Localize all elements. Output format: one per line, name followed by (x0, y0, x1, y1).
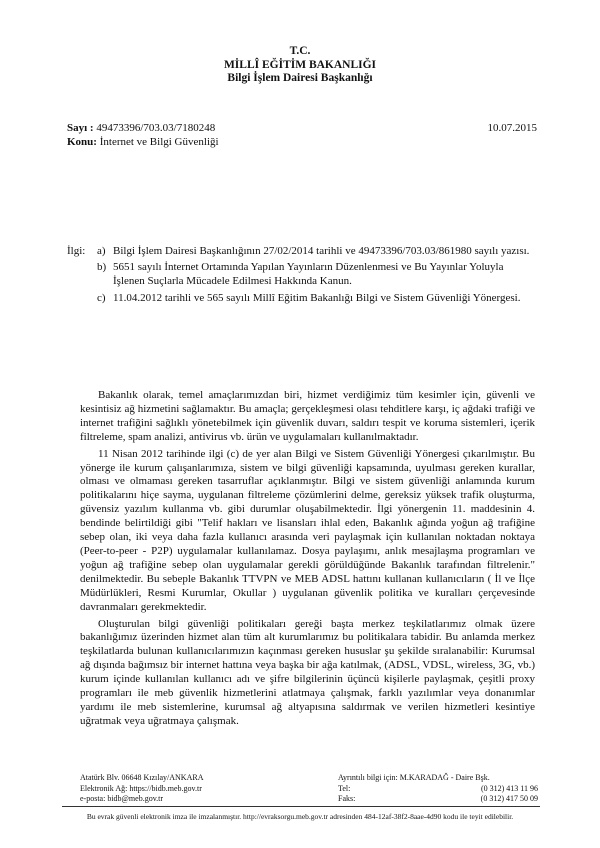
body-paragraph: Bakanlık olarak, temel amaçlarımızdan biri, hizmet verdiğimiz tüm kesimler için, güvenli ve kesintisiz ağ hizmetini sağlamaktır. Bu amaçla; gerçekleşmesi olası tehditlere karşı, iç ağdaki trafiği ve internet trafiğini sağlıklı yönetebilmek için güvenlik duvarı, saldırı tespit ve koruma sistemleri, içerik filtreleme, spam analizi, antivirus vb. ürün ve uygulamaları kullanılmaktadır. (80, 389, 535, 443)
letter-body (80, 389, 535, 729)
reference-item (97, 260, 537, 288)
body-paragraph: Oluşturulan bilgi güvenliği politikaları gereği başta merkez teşkilatlarımız olmak üzere bakanlığımız üzerinden hizmet alan tüm alt kurumlarımız bu politikalara tabidir. Bu anlamda merkez teşkilatlarda bulunan kullanıcılarımızın kaçınması gereken hususlar şu şekilde sıralanabilir: Kurumsal ağ dışında bağımsız bir internet hattına veya başka bir ağa katılmak, (ADSL, VDSL, wireless, 3G, vb.) kurum içinde kullanılan kullanıcı adı ve şifre bilgilerinin üçüncü kişilerle paylaşmak, çeşitli proxy programları ile meb güvenlik hizmetlerini atlatmaya çalışmak, farklı yazılımlar veya donanımlar yardımı ile meb sistemlerine, kurumsal ağ altyapısına saldırmak ve verilen hizmetleri kesintiye uğratmak veya uğratmaya çalışmak. (80, 617, 535, 727)
header-country: T.C. (289, 45, 311, 57)
reference-text: Bilgi İşlem Dairesi Başkanlığının 27/02/2014 tarihli ve 49473396/703.03/861980 sayılı yazısı. (113, 245, 530, 257)
e-signature-verification: Bu evrak güvenli elektronik imza ile imzalanmıştır. http://evraksorgu.meb.gov.tr adresinden 484-12af-38f2-8aae-4d90 kodu ile teyit edilebilir. (86, 812, 514, 821)
konu-value: İnternet ve Bilgi Güvenliği (96, 136, 219, 148)
footer-contact-person: Ayrıntılı bilgi için: M.KARADAĞ - Daire Bşk. (338, 773, 490, 782)
reference-number-row (67, 121, 537, 135)
sayi-value: 49473396/703.03/7180248 (93, 122, 216, 134)
reference-text: 11.04.2012 tarihli ve 565 sayılı Millî Eğitim Bakanlığı Bilgi ve Sistem Güvenliği Yönergesi. (113, 291, 521, 304)
reference-item (97, 244, 537, 258)
footer-email-link[interactable]: e-posta: bidb@meb.gov.tr (80, 794, 164, 803)
references-block (67, 244, 537, 305)
document-date: 10.07.2015 (487, 122, 537, 134)
reference-item (97, 291, 537, 305)
footer-web-link[interactable]: Elektronik Ağ: https://bidb.meb.gov.tr (80, 783, 202, 793)
header-ministry: MİLLÎ EĞİTİM BAKANLIĞI (223, 58, 377, 71)
footer-phone: Tel: (0 312) 413 11 96 (338, 783, 538, 793)
header-department: Bilgi İşlem Dairesi Başkanlığı (227, 72, 373, 84)
footer-address: Atatürk Blv. 06648 Kızılay/ANKARA (80, 773, 204, 782)
footer-fax: Faks: (0 312) 417 50 09 (338, 794, 538, 803)
ilgi-label: İlgi: (67, 245, 86, 257)
body-paragraph: 11 Nisan 2012 tarihinde ilgi (c) de yer alan Bilgi ve Sistem Güvenliği Yönergesi çıkarılmıştır. Bu yönerge ile kurum çalışanlarımıza, sistem ve bilgi güvenliği kapsamında, uyulması gereken kurallar, olması ve olmaması gereken tasarruflar açıklanmıştır. Bilgi ve sistem güvenliği anlamında kurum politikalarını hiçe sayma, uygulanan filtreleme çözümlerini delme, gereksiz yüksek trafik oluşturma, güvensiz yazılım kullanma vb. gibi durumlar oluşabilmektedir. İlgi yönergenin 11. maddesinin 4. bendinde belirtildiği gibi "Telif hakları ve lisansları ihlal eden, Bakanlık ağında yoğun ağ trafiğine sebep olan, iki veya daha fazla kullanıcı arasında veri paylaşmak için kullanılan noktadan noktaya (Peer-to-peer - P2P) uygulamalar kullanılamaz. Dosya paylaşımı, anlık mesajlaşma programları ve yoğun ağ trafiğine sebep olan uygulamalar gerekli görüldüğünde Bakanlık tarafından filtrelenir." denilmektedir. Bu sebeple Bakanlık TTVPN ve MEB ADSL hattını kullanan kullanıcıların ( İl ve İlçe Müdürlükleri, Resmi Kurumlar, Okullar ) uygulanan güvenlik politika ve kuralları çerçevesinde davranmaları gerekmektedir. (80, 447, 535, 613)
reference-index: b) (97, 261, 107, 274)
footer-contact-block (338, 773, 538, 805)
reference-text: 5651 sayılı İnternet Ortamında Yapılan Yayınların Düzenlenmesi ve Bu Yayınlar Yoluyla İşlenen Suçlarla Mücadele Edilmesi Hakkında Kanun. (113, 261, 504, 288)
footer-divider (62, 806, 540, 807)
konu-label: Konu: (67, 136, 97, 148)
subject-row (67, 135, 537, 149)
footer-address-block (80, 773, 300, 805)
reference-index: a) (97, 245, 106, 257)
sayi-label: Sayı : (67, 122, 94, 134)
letterhead (0, 45, 600, 86)
reference-index: c) (97, 291, 106, 304)
